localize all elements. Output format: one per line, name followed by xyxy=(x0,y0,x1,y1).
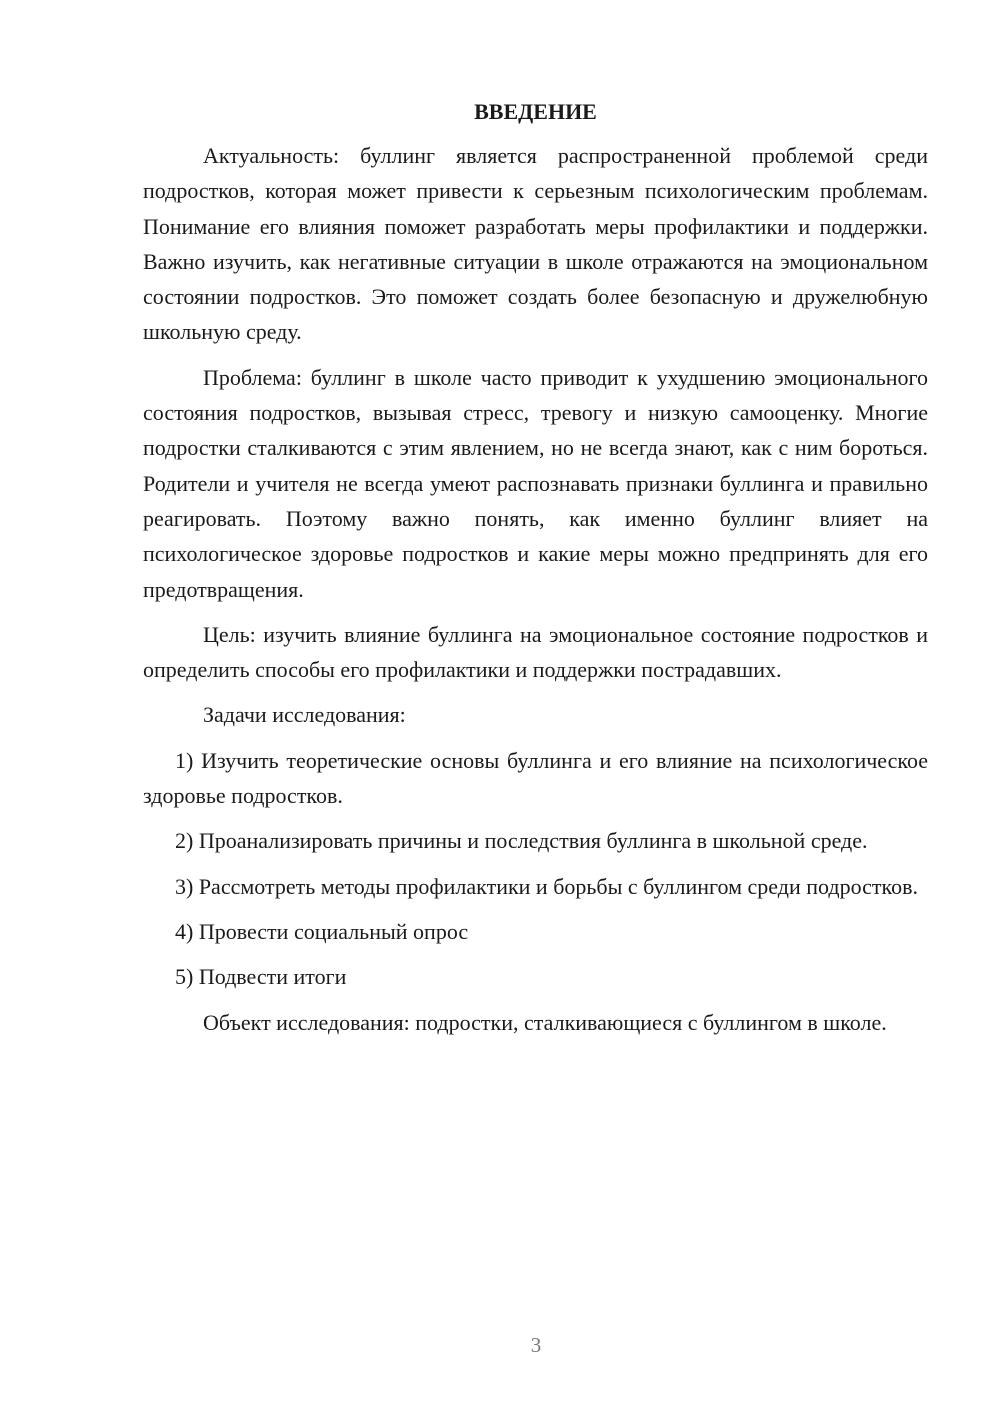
tasks-heading: Задачи исследования: xyxy=(203,702,406,728)
paragraph-object: Объект исследования: подростки, сталкивающиеся с буллингом в школе. xyxy=(203,1009,887,1035)
page-number: 3 xyxy=(530,1333,542,1357)
section-title: ВВЕДЕНИЕ xyxy=(474,99,597,124)
task-item-3: 3) Рассмотреть методы профилактики и борьбы с буллингом среди подростков. xyxy=(175,873,918,899)
task-item-4: 4) Провести социальный опрос xyxy=(175,918,469,944)
task-item-2: 2) Проанализировать причины и последствия буллинга в школьной среде. xyxy=(175,828,868,854)
paragraph-goal: Цель: изучить влияние буллинга на эмоциональное состояние подростков и определить способы его профилактики и поддержки пострадавших. xyxy=(143,621,928,683)
task-item-5: 5) Подвести итоги xyxy=(175,964,347,990)
document-page xyxy=(143,96,928,1040)
paragraph-relevance: Актуальность: буллинг является распространенной проблемой среди подростков, которая может привести к серьезным психологическим проблемам. Понимание его влияния поможет разработать меры профилактики и поддержки. Важно изучить, как негативные ситуации в школе отражаются на эмоциональном состоянии подростков. Это поможет создать более безопасную и дружелюбную школьную среду. xyxy=(143,143,928,345)
paragraph-problem: Проблема: буллинг в школе часто приводит к ухудшению эмоционального состояния подростков, вызывая стресс, тревогу и низкую самооценку. Многие подростки сталкиваются с этим явлением, но не всегда знают, как с ним бороться. Родители и учителя не всегда умеют распознавать признаки буллинга и правильно реагировать. Поэтому важно понять, как именно буллинг влияет на психологическое здоровье подростков и какие меры можно предпринять для его предотвращения. xyxy=(143,364,928,602)
task-item-1: 1) Изучить теоретические основы буллинга и его влияние на психологическое здоровье подростков. xyxy=(143,747,928,809)
